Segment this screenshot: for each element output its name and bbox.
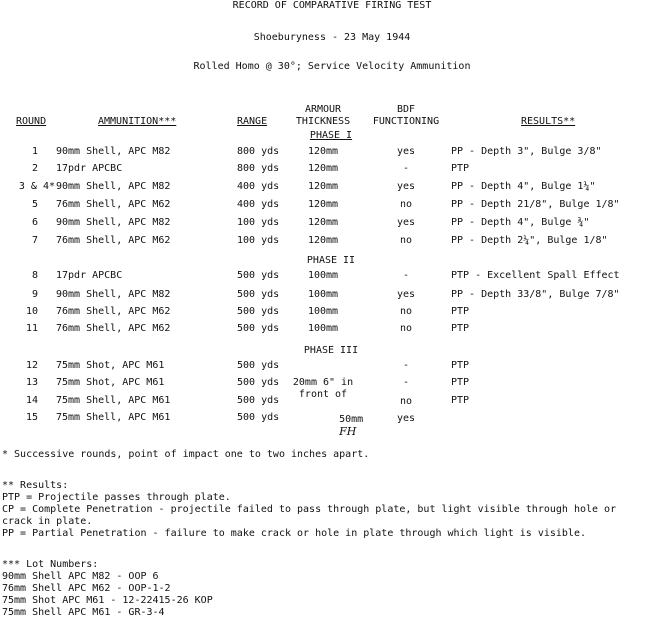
thickness-note-line bbox=[303, 402, 363, 451]
thickness-note-value: 50mm bbox=[339, 414, 364, 425]
header-ammunition: AMMUNITION*** bbox=[98, 116, 177, 127]
location-date: Shoeburyness - 23 May 1944 bbox=[253, 32, 411, 43]
thickness-cell: 100mm bbox=[307, 306, 339, 317]
result-cell: PTP bbox=[451, 163, 470, 174]
phase-label: PHASE I bbox=[309, 130, 353, 141]
bdf-cell: yes bbox=[396, 217, 416, 228]
thickness-cell: 100mm bbox=[307, 289, 339, 300]
bdf-cell: no bbox=[399, 199, 413, 210]
thickness-cell: 120mm bbox=[307, 181, 339, 192]
round-cell: 7 bbox=[31, 235, 38, 246]
lot-number-item: 90mm Shell APC M82 - OOP 6 bbox=[2, 571, 159, 582]
range-cell: 500 yds bbox=[237, 360, 280, 371]
range-cell: 400 yds bbox=[237, 199, 280, 210]
round-cell: 15 bbox=[25, 412, 38, 423]
ammunition-cell: 76mm Shell, APC M62 bbox=[56, 235, 171, 246]
result-cell: PTP bbox=[451, 360, 470, 371]
round-cell: 8 bbox=[31, 270, 38, 281]
phase-label: PHASE II bbox=[306, 255, 356, 266]
range-cell: 500 yds bbox=[237, 395, 280, 406]
round-cell: 6 bbox=[31, 217, 38, 228]
bdf-cell: yes bbox=[396, 289, 416, 300]
thickness-cell: 120mm bbox=[307, 146, 339, 157]
ammunition-cell: 75mm Shell, APC M61 bbox=[56, 412, 171, 423]
header-round: ROUND bbox=[16, 116, 47, 127]
round-cell: 14 bbox=[25, 395, 38, 406]
round-cell: 11 bbox=[25, 323, 38, 334]
header-bdf: BDF bbox=[396, 104, 416, 115]
ammunition-cell: 90mm Shell, APC M82 bbox=[56, 181, 171, 192]
range-cell: 100 yds bbox=[237, 217, 280, 228]
thickness-cell: 120mm bbox=[307, 217, 339, 228]
bdf-cell: no bbox=[399, 323, 413, 334]
round-cell: 9 bbox=[31, 289, 38, 300]
round-cell: 2 bbox=[31, 163, 38, 174]
bdf-cell: yes bbox=[396, 181, 416, 192]
thickness-cell: 100mm bbox=[307, 323, 339, 334]
result-cell: PP - Depth 2¼", Bulge 1/8" bbox=[451, 235, 608, 246]
range-cell: 800 yds bbox=[237, 163, 280, 174]
result-cell: PTP bbox=[451, 395, 470, 406]
header-thickness: THICKNESS bbox=[295, 116, 351, 127]
bdf-cell: - bbox=[402, 270, 410, 281]
thickness-note-line: front of bbox=[298, 389, 348, 400]
ammunition-cell: 90mm Shell, APC M82 bbox=[56, 217, 171, 228]
footnote-ptp: PTP = Projectile passes through plate. bbox=[2, 492, 231, 503]
header-armour: ARMOUR bbox=[304, 104, 342, 115]
bdf-cell: - bbox=[402, 163, 410, 174]
footnote-lots-title: *** Lot Numbers: bbox=[2, 559, 99, 570]
round-cell: 13 bbox=[25, 377, 38, 388]
bdf-cell: no bbox=[399, 235, 413, 246]
thickness-cell: 120mm bbox=[307, 235, 339, 246]
range-cell: 400 yds bbox=[237, 181, 280, 192]
thickness-cell: 120mm bbox=[307, 199, 339, 210]
ammunition-cell: 75mm Shell, APC M61 bbox=[56, 395, 171, 406]
ammunition-cell: 75mm Shot, APC M61 bbox=[56, 360, 165, 371]
footnote-results-title: ** Results: bbox=[2, 480, 69, 491]
lot-number-item: 75mm Shell APC M61 - GR-3-4 bbox=[2, 607, 165, 618]
ammunition-cell: 76mm Shell, APC M62 bbox=[56, 323, 171, 334]
footnote-cp: CP = Complete Penetration - projectile failed to pass through plate, but light visible through hole or bbox=[2, 504, 617, 515]
footnote-successive: * Successive rounds, point of impact one to two inches apart. bbox=[2, 449, 370, 460]
range-cell: 500 yds bbox=[237, 289, 280, 300]
round-cell: 10 bbox=[25, 306, 38, 317]
result-cell: PTP bbox=[451, 323, 470, 334]
document-title: RECORD OF COMPARATIVE FIRING TEST bbox=[232, 0, 432, 11]
header-results: RESULTS** bbox=[521, 116, 576, 127]
bdf-cell: yes bbox=[396, 146, 416, 157]
bdf-cell: yes bbox=[396, 413, 416, 424]
lot-number-item: 76mm Shell APC M62 - OOP-1-2 bbox=[2, 583, 171, 594]
thickness-cell: 100mm bbox=[307, 270, 339, 281]
ammunition-cell: 17pdr APCBC bbox=[56, 270, 123, 281]
result-cell: PTP - Excellent Spall Effect bbox=[451, 270, 620, 281]
ammunition-cell: 90mm Shell, APC M82 bbox=[56, 289, 171, 300]
round-cell: 12 bbox=[25, 360, 38, 371]
round-cell: 5 bbox=[31, 199, 38, 210]
bdf-cell: no bbox=[399, 306, 413, 317]
lot-number-item: 75mm Shot APC M61 - 12-22415-26 KOP bbox=[2, 595, 213, 606]
ammunition-cell: 17pdr APCBC bbox=[56, 163, 123, 174]
thickness-cell: 120mm bbox=[307, 163, 339, 174]
ammunition-cell: 76mm Shell, APC M62 bbox=[56, 306, 171, 317]
thickness-note-line: 20mm 6" in bbox=[292, 377, 354, 388]
result-cell: PP - Depth 4", Bulge 1¼" bbox=[451, 181, 596, 192]
document-subtitle: Rolled Homo @ 30°; Service Velocity Ammunition bbox=[193, 61, 471, 72]
range-cell: 500 yds bbox=[237, 306, 280, 317]
result-cell: PTP bbox=[451, 306, 470, 317]
footnote-cp-continued: crack in plate. bbox=[2, 516, 93, 527]
ammunition-cell: 90mm Shell, APC M82 bbox=[56, 146, 171, 157]
round-cell: 1 bbox=[31, 146, 38, 157]
result-cell: PP - Depth 33/8", Bulge 7/8" bbox=[451, 289, 620, 300]
result-cell: PTP bbox=[451, 377, 470, 388]
bdf-cell: - bbox=[402, 377, 410, 388]
range-cell: 500 yds bbox=[237, 270, 280, 281]
ammunition-cell: 75mm Shot, APC M61 bbox=[56, 377, 165, 388]
bdf-cell: no bbox=[399, 396, 413, 407]
range-cell: 100 yds bbox=[237, 235, 280, 246]
phase-label: PHASE III bbox=[303, 345, 359, 356]
range-cell: 800 yds bbox=[237, 146, 280, 157]
range-cell: 500 yds bbox=[237, 377, 280, 388]
range-cell: 500 yds bbox=[237, 412, 280, 423]
range-cell: 500 yds bbox=[237, 323, 280, 334]
round-cell: 3 & 4* bbox=[18, 181, 55, 192]
header-bdf-functioning: FUNCTIONING bbox=[372, 116, 440, 127]
result-cell: PP - Depth 3", Bulge 3/8" bbox=[451, 146, 602, 157]
bdf-cell: - bbox=[402, 360, 410, 371]
footnote-pp: PP = Partial Penetration - failure to make crack or hole in plate through which light is visible. bbox=[2, 528, 586, 539]
result-cell: PP - Depth 21/8", Bulge 1/8" bbox=[451, 199, 620, 210]
result-cell: PP - Depth 4", Bulge ¾" bbox=[451, 217, 590, 228]
header-range: RANGE bbox=[237, 116, 268, 127]
handwritten-initials: FH bbox=[339, 425, 357, 438]
ammunition-cell: 76mm Shell, APC M62 bbox=[56, 199, 171, 210]
